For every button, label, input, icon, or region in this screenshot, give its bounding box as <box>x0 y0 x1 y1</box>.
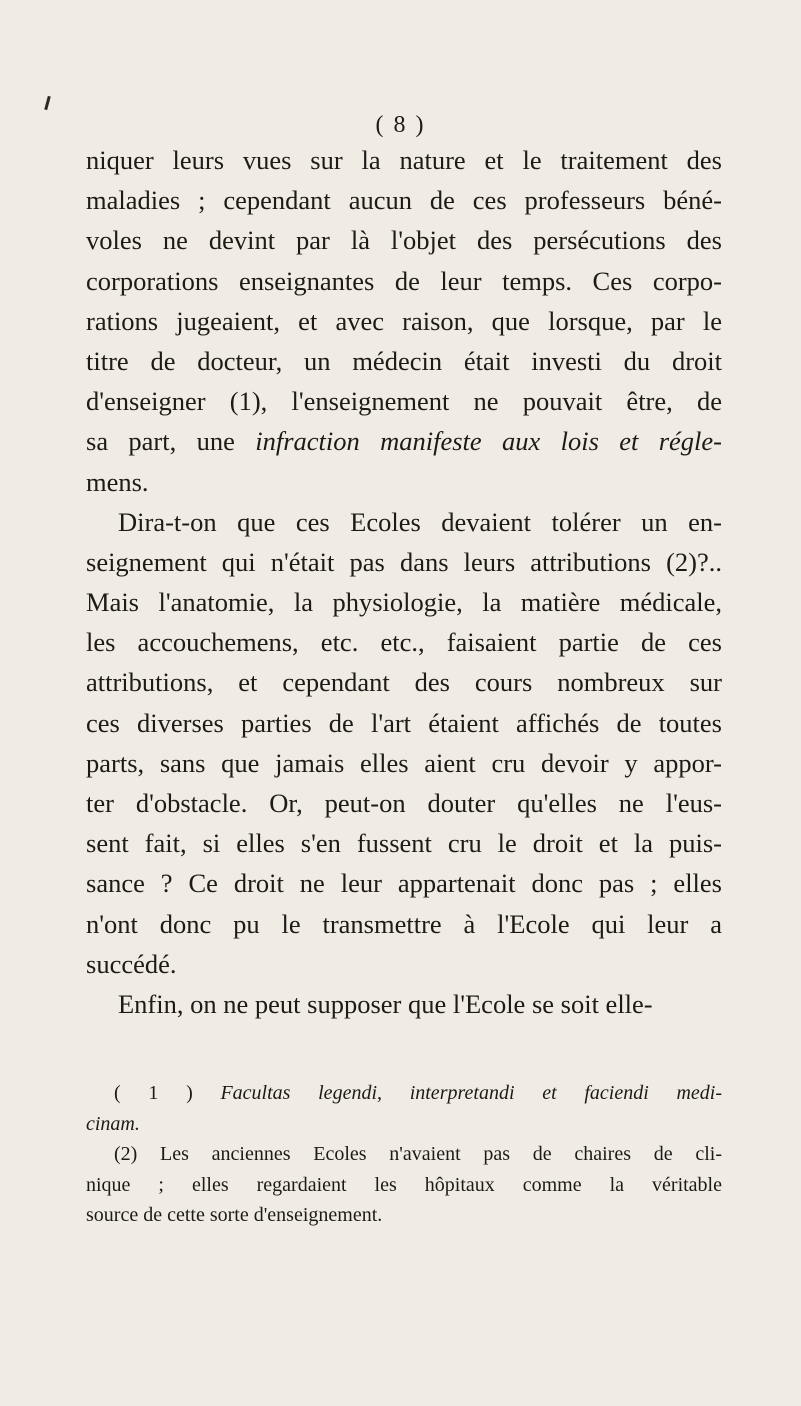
footnote-1-cont <box>86 1109 722 1140</box>
footnote-mark: ( 1 ) <box>114 1082 193 1104</box>
italic-phrase: infraction manifeste aux lois et régle- <box>255 426 722 457</box>
text-line: sance ? Ce droit ne leur appartenait donc pas ; elles <box>86 868 722 899</box>
footnote-2: (2) Les anciennes Ecoles n'avaient pas de chaires de cli- <box>114 1143 722 1165</box>
paragraph-start: Enfin, on ne peut supposer que l'Ecole se soit elle- <box>118 988 653 1019</box>
text-line: ces diverses parties de l'art étaient affichés de toutes <box>86 707 722 738</box>
paragraph-start: Dira-t-on que ces Ecoles devaient tolérer un en- <box>118 506 722 537</box>
text-line: seignement qui n'était pas dans leurs attributions (2)?.. <box>86 546 722 577</box>
text-line-mixed <box>86 421 722 461</box>
text-line: rations jugeaient, et avec raison, que lorsque, par le <box>86 305 722 336</box>
text-line: corporations enseignantes de leur temps. Ces corpo- <box>86 265 722 296</box>
text-line: titre de docteur, un médecin était investi du droit <box>86 345 722 376</box>
text-line: attributions, et cependant des cours nombreux sur <box>86 667 722 698</box>
text-line: maladies ; cependant aucun de ces professeurs béné- <box>86 185 722 216</box>
text-line: parts, sans que jamais elles aient cru devoir y appor- <box>86 747 722 778</box>
footnote-2-line: source de cette sorte d'enseignement. <box>86 1204 383 1226</box>
footnote-text: cinam. <box>86 1112 140 1135</box>
body-text <box>86 140 722 1024</box>
text-line: les accouchemens, etc. etc., faisaient partie de ces <box>86 627 722 658</box>
footnote-2-line: nique ; elles regardaient les hôpitaux comme la véritable <box>86 1173 722 1196</box>
ink-mark <box>44 96 51 110</box>
text-line: n'ont donc pu le transmettre à l'Ecole qui leur a <box>86 908 722 939</box>
text-line: sent fait, si elles s'en fussent cru le droit et la puis- <box>86 828 722 859</box>
text-line: succédé. <box>86 948 177 979</box>
footnotes <box>86 1078 722 1231</box>
page-number: ( 8 ) <box>375 112 426 138</box>
text-line: voles ne devint par là l'objet des persécutions des <box>86 225 722 256</box>
footnote-1 <box>86 1078 722 1109</box>
text-line: ter d'obstacle. Or, peut-on douter qu'elles ne l'eus- <box>86 788 722 818</box>
text-line: d'enseigner (1), l'enseignement ne pouvait être, de <box>86 386 722 417</box>
text-line: mens. <box>86 466 149 497</box>
footnote-text: Facultas legendi, interpretandi et faciendi medi- <box>220 1082 722 1104</box>
text-line: Mais l'anatomie, la physiologie, la matière médicale, <box>86 587 722 618</box>
text-line: niquer leurs vues sur la nature et le traitement des <box>86 145 722 175</box>
text-fragment: sa part, une <box>86 426 256 457</box>
